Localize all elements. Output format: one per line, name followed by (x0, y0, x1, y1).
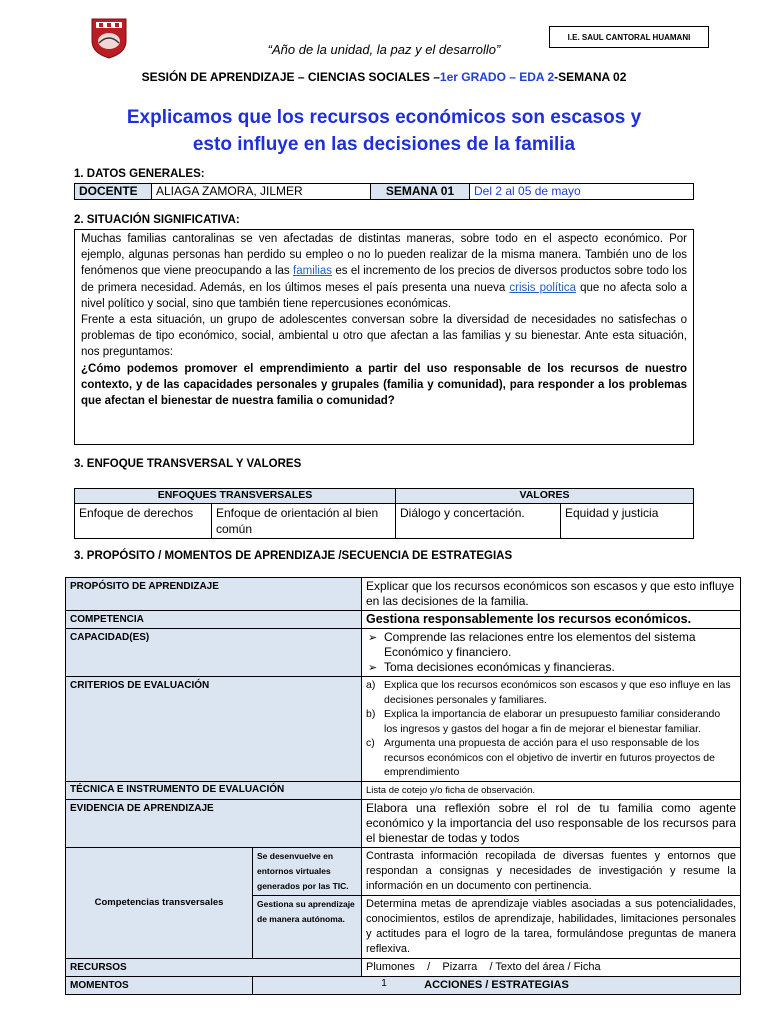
tecnica-value: Lista de cotejo y/o ficha de observación. (362, 781, 741, 799)
competencia-value: Gestiona responsablemente los recursos económicos. (362, 611, 741, 629)
docente-label: DOCENTE (75, 184, 152, 200)
valor-2: Equidad y justicia (561, 504, 694, 539)
competencias-transversales-label: Competencias transversales (66, 847, 253, 958)
enfoque-1: Enfoque de derechos (75, 504, 212, 539)
page-number: 1 (381, 978, 387, 989)
session-suffix: -SEMANA 02 (554, 70, 627, 84)
capacidades-cell (362, 629, 741, 677)
criterio-item (366, 736, 736, 780)
capacidad-item: ➢ Toma decisiones económicas y financieras. (366, 660, 736, 675)
momentos-label: MOMENTOS (66, 976, 253, 994)
situacion-heading: 2. SITUACIÓN SIGNIFICATIVA: (74, 214, 240, 226)
criterio-text: Explica que los recursos económicos son escasos y que eso influye en las decisiones personales y familiares. (384, 679, 731, 706)
situacion-question: ¿Cómo podemos promover el emprendimiento a partir del uso responsable de los recursos de nuestro contexto, y de las capacidades personales y grupales (familia y comunidad), para responder a los problemas que afectan el bienestar de nuestra familia o comunidad? (81, 362, 687, 408)
criterios-list (366, 678, 736, 780)
session-subtitle (0, 70, 768, 84)
competencia-label: COMPETENCIA (66, 611, 362, 629)
school-name-box: I.E. SAUL CANTORAL HUAMANI (549, 26, 709, 48)
enfoque-heading: 3. ENFOQUE TRANSVERSAL Y VALORES (74, 458, 302, 470)
criterio-text: Argumenta una propuesta de acción para el uso responsable de los recursos económicos con el objetivo de invertir en futuros proyectos de emprendimiento (384, 737, 715, 778)
criterio-item (366, 678, 736, 707)
enfoques-col-header: ENFOQUES TRANSVERSALES (75, 489, 396, 504)
evidencia-label: EVIDENCIA DE APRENDIZAJE (66, 799, 362, 847)
criterios-label: CRITERIOS DE EVALUACIÓN (66, 677, 362, 782)
datos-heading: 1. DATOS GENERALES: (74, 168, 205, 180)
recursos-label: RECURSOS (66, 958, 362, 976)
criterio-item (366, 707, 736, 736)
enfoque-table (74, 488, 694, 539)
datos-table (74, 183, 694, 200)
proposito-value: Explicar que los recursos económicos son escasos y que esto influye en las decisiones de la familia. (362, 578, 741, 611)
situacion-paragraph-1 (81, 231, 687, 312)
situacion-text-c: que no afecta solo a nivel político y social, sino que también tiene repercusiones económicas. (81, 281, 688, 310)
acciones-label: ACCIONES / ESTRATEGIAS (253, 976, 741, 994)
criterio-mark: b) (366, 708, 376, 720)
autonoma-label: Gestiona su aprendizaje de manera autónoma. (253, 895, 362, 958)
situacion-paragraph-2: Frente a esta situación, un grupo de adolescentes conversan sobre la diversidad de necesidades no satisfechas o problemas de tipo económico, social, ambiental u otro que afectan a las familias y su bienestar. Ante esta situación, nos preguntamos: (81, 314, 687, 359)
title-line-2: esto influye en las decisiones de la familia (192, 134, 576, 155)
docente-value: ALIAGA ZAMORA, JILMER (152, 184, 371, 200)
capacidades-list (366, 630, 736, 675)
proposito-heading: 3. PROPÓSITO / MOMENTOS DE APRENDIZAJE /SECUENCIA DE ESTRATEGIAS (74, 550, 513, 562)
situacion-text-a: Muchas familias cantoralinas se ven afectadas de distintas maneras, sobre todo en el aspecto económico. Por ejemplo, algunas personas han perdido su empleo o no lo pueden realizar de la misma manera. También uno de los fenómenos que viene preocupando a las (81, 233, 687, 278)
link-familias[interactable]: familias (293, 265, 333, 278)
capacidad-item: ➢ Comprende las relaciones entre los elementos del sistema Económico y financiero. (366, 630, 736, 660)
criterios-cell (362, 677, 741, 782)
situacion-text-b: es el incremento de los precios de diversos productos sobre todo los de primera necesidad. Además, en los últimos meses el país presenta una nueva (81, 265, 687, 294)
link-crisis-politica[interactable]: crisis política (509, 281, 577, 294)
title-line-1: Explicamos que los recursos económicos son escasos y (126, 107, 642, 128)
criterio-mark: c) (366, 737, 375, 749)
proposito-table (65, 577, 741, 995)
capacidad-label: CAPACIDAD(ES) (66, 629, 362, 677)
autonoma-value: Determina metas de aprendizaje viables asociadas a sus potencialidades, conocimientos, estilos de aprendizaje, habilidades, limitaciones personales y actitudes para el logro de la tarea, formulándose preguntas de manera reflexiva. (362, 895, 741, 958)
session-grade: 1er GRADO – EDA 2 (439, 70, 555, 84)
semana-label: SEMANA 01 (371, 184, 470, 200)
criterio-mark: a) (366, 679, 376, 691)
session-prefix: SESIÓN DE APRENDIZAJE – CIENCIAS SOCIALES – (141, 70, 440, 84)
proposito-label: PROPÓSITO DE APRENDIZAJE (66, 578, 362, 611)
semana-value: Del 2 al 05 de mayo (470, 184, 694, 200)
year-motto: “Año de la unidad, la paz y el desarrollo” (267, 42, 501, 57)
valor-1: Diálogo y concertación. (396, 504, 561, 539)
enfoque-2: Enfoque de orientación al bien común (212, 504, 396, 539)
tic-label: Se desenvuelve en entornos virtuales generados por las TIC. (253, 847, 362, 895)
tic-value: Contrasta información recopilada de diversas fuentes y entornos que respondan a consignas y necesidades de investigación y resume la información en un documento con pertinencia. (362, 847, 741, 895)
situacion-box (74, 229, 694, 445)
valores-col-header: VALORES (396, 489, 694, 504)
recursos-value: Plumones / Pizarra / Texto del área / Ficha (362, 958, 741, 976)
page-title (0, 104, 768, 158)
criterio-text: Explica la importancia de elaborar un presupuesto familiar considerando los ingresos y gastos del hogar a fin de mejorar el bienestar familiar. (384, 708, 721, 735)
evidencia-value: Elabora una reflexión sobre el rol de tu familia como agente económico y la importancia del uso responsable de los recursos para el bienestar de todas y todos (362, 799, 741, 847)
tecnica-label: TÉCNICA E INSTRUMENTO DE EVALUACIÓN (66, 781, 362, 799)
